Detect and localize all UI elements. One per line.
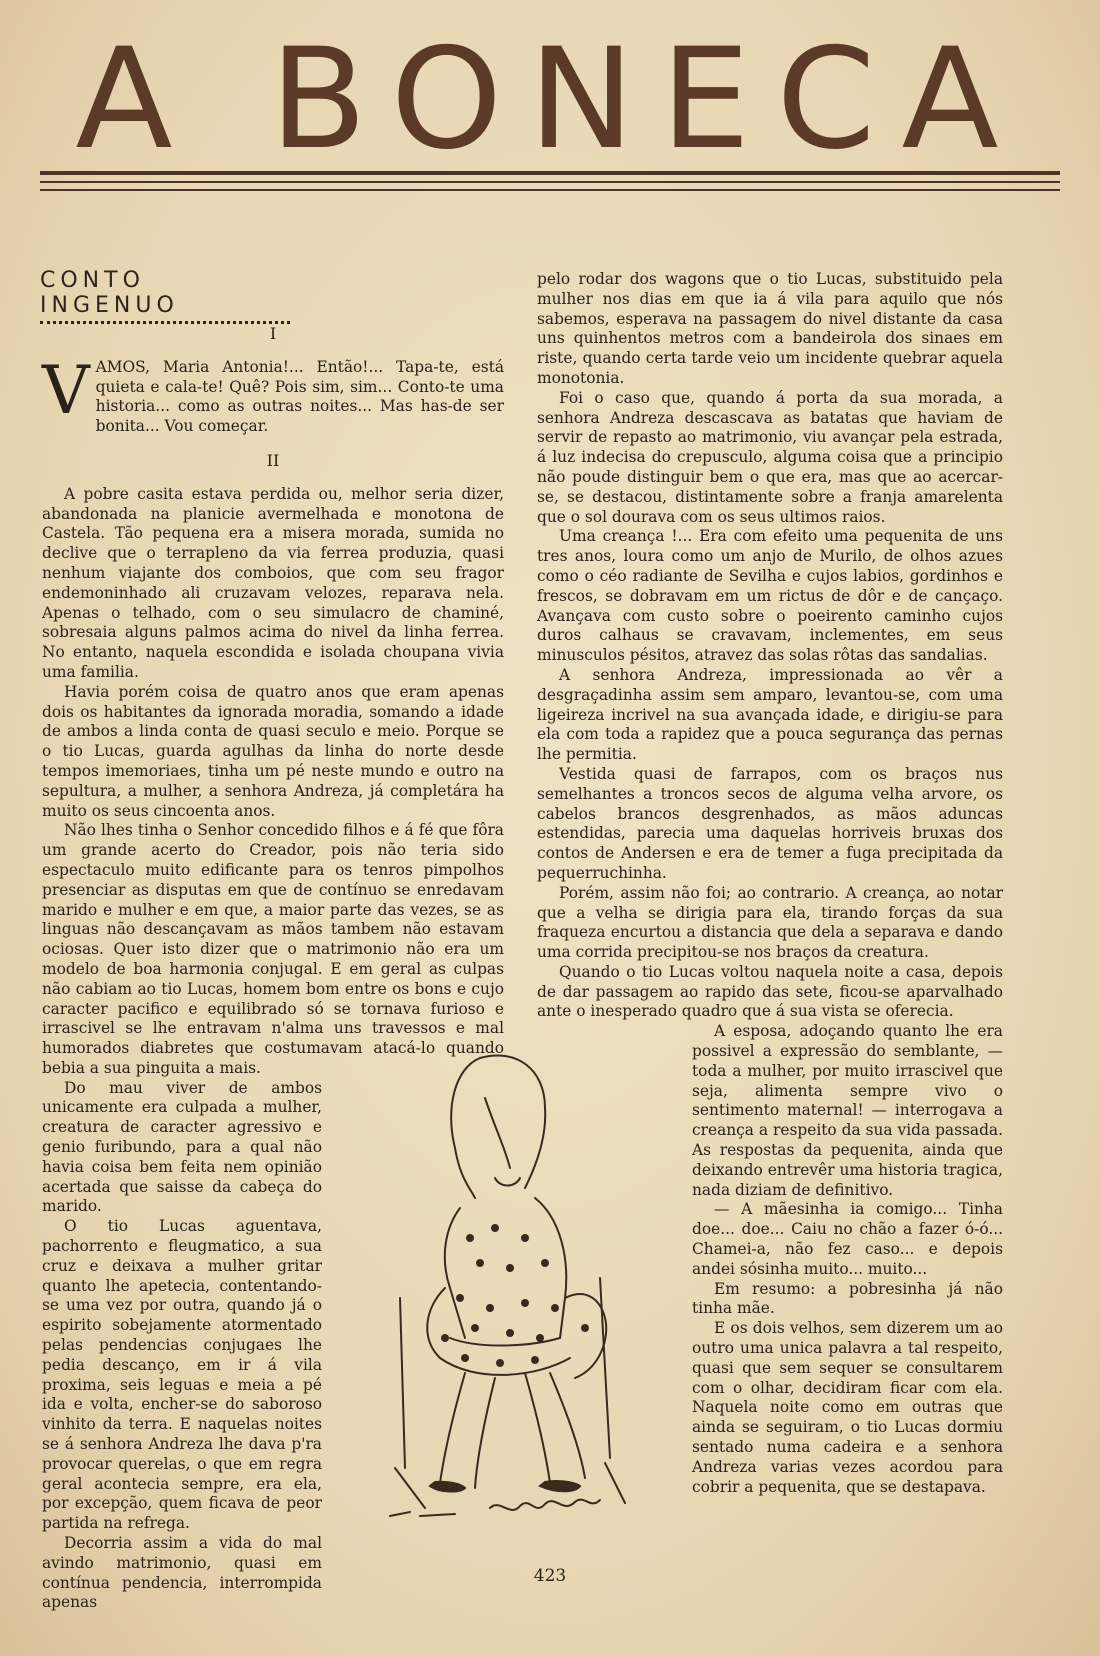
paragraph: A esposa, adoçando quanto lhe era possivel a expressão do semblante, — toda a mulher, por muito irrascivel que seja, alimenta sempre vivo o sentimento maternal! — interrogava a creança a respeito da sua vida passada. As respostas da pequenita, ainda que deixando entrevêr uma historia tragica, nada diziam de definitivo.: [692, 1022, 1003, 1199]
section-numeral-one: I: [269, 324, 277, 343]
right-narrow-block: [692, 1022, 1003, 1497]
seated-girl-drawing-icon: [385, 1038, 650, 1523]
paragraph: Em resumo: a pobresinha já não tinha mãe.: [692, 1279, 1003, 1318]
paragraph: E os dois velhos, sem dizerem um ao outro uma unica palavra a tal respeito, quasi que sem sequer se consultarem com o olhar, decidiram ficar com ela. Naquela noite como em outras que ainda se seguiram, o tio Lucas dormiu sentado numa cadeira e a senhora Andreza varias vezes acordou para cobrir a pequenita, que se destapava.: [692, 1319, 1003, 1496]
story-title: A BONECA: [75, 18, 1025, 181]
paragraph: Não lhes tinha o Senhor concedido filhos e á fé que fôra um grande acerto do Creador, pois não teria sido espectaculo muito edificante para os tenros pimpolhos presenciar as disputas em que de contínuo se enredavam marido e mulher e em que, a maior parte das vezes, se as linguas não descançavam as mãos tambem não estavam ociosas. Quer isto dizer que o matrimonio não era um modelo de boa harmonia conjugal. E em geral as culpas não cabiam ao tio Lucas, homem bom entre os bons e cujo caracter pacifico e equilibrado só se tornava furioso e irrascivel se lhe entravam n'alma uns travessos e mal humorados diabretes que costumavam atacá-lo quando bebia a sua pinguita a mais.: [42, 821, 504, 1077]
paragraph: Uma creança !... Era com efeito uma pequenita de uns tres anos, loura como um anjo de Murilo, de olhos azues como o céo radiante de Sevilha e cujos labios, gordinhos e frescos, se dobravam em um rictus de dôr e de cançaço. Avançava com custo sobre o poeirento caminho cujos duros calhaus se cravavam, inclementes, em seus minusculos pésitos, atravez das solas rôtas das sandalias.: [537, 527, 1003, 665]
paragraph: pelo rodar dos wagons que o tio Lucas, substituido pela mulher nos dias em que ia á vila para aquilo que nós sabemos, esperava na passagem do nivel distante da casa uns quinhentos metros com a bandeirola dos sinaes em riste, quando certa tarde veio um incidente quebrar aquela monotonia.: [537, 270, 1003, 387]
paragraph: O tio Lucas aguentava, pachorrento e fleugmatico, a sua cruz e deixava a mulher gritar quanto lhe apetecia, contentando-se uma vez por outra, quando já o espirito sobejamente atormentado pelas pendencias conjugaes lhe pedia descanço, em ir á vila proxima, seis leguas e meia a pé ida e volta, encher-se do saboroso vinhito da terra. E naquelas noites se á senhora Andreza lhe dava p'ra provocar querelas, o que em regra geral acontecia sempre, era ela, por excepção, quem ficava de peor partida na refrega.: [42, 1217, 322, 1533]
paragraph: Porém, assim não foi; ao contrario. A creança, ao notar que a velha se dirigia para ela, tirando forças da sua fraqueza encurtou a distancia que dela a separava e dando uma corrida precipitou-se nos braços da creatura.: [537, 883, 1003, 962]
paragraph: Foi o caso que, quando á porta da sua morada, a senhora Andreza descascava as batatas que haviam de servir de repasto ao matrimonio, viu avançar pela estrada, á luz indecisa do crepusculo, alguma coisa que a principio não poude distinguir bem o que era, mas que ao acercar-se, se destacou, distintamente sobre a franja amarelenta que o sol dourava com os seus ultimos raios.: [537, 388, 1003, 526]
page-number: 423: [533, 1566, 567, 1586]
story-subtitle: CONTO INGENUO: [40, 268, 290, 324]
title-rules: [40, 165, 1060, 199]
drop-cap: V: [42, 351, 90, 429]
paragraph: A pobre casita estava perdida ou, melhor seria dizer, abandonada na planicie avermelhada e monotona de Castela. Tão pequena era a misera morada, sumida no declive que o terrapleno da via ferrea produzia, quasi nenhum viajante dos comboios, que com seu fragor endemoninhado ali cruzavam velozes, reparava nela. Apenas o telhado, com o seu simulacro de chaminé, sobresaia alguns palmos acima do nivel da linha ferrea. No entanto, naquela escondida e isolada choupana vivia uma familia.: [42, 484, 504, 681]
paragraph: Havia porém coisa de quatro anos que eram apenas dois os habitantes da ignorada moradia, somando a idade de ambos a linda conta de quasi seculo e meio. Porque se o tio Lucas, guarda agulhas da linha do norte desde tempos imemoriaes, tinha um pé neste mundo e outro na sepultura, a mulher, a senhora Andreza, já completára ha muito os seus cincoenta anos.: [42, 682, 504, 820]
opening-paragraph: [42, 351, 504, 437]
paragraph: Do mau viver de ambos unicamente era culpada a mulher, creatura de caracter agressivo e genio furibundo, para a qual não havia coisa bem feita nem opinião acertada que saisse da cabeça do marido.: [42, 1078, 322, 1216]
paragraph: — A mãesinha ia comigo... Tinha doe... doe... Caiu no chão a fazer ó-ó... Chamei-a, não fez caso... e depois andei sósinha muito... muito...: [692, 1200, 1003, 1278]
paragraph: A senhora Andreza, impressionada ao vêr a desgraçadinha assim sem amparo, levantou-se, com uma ligeireza incrivel na sua avançada idade, e dirigiu-se para ela com toda a rapidez que a pouca segurança das pernas lhe permitia.: [537, 665, 1003, 764]
paragraph: Decorria assim a vida do mal avindo matrimonio, quasi em contínua pendencia, interrompida apenas: [42, 1534, 322, 1612]
paragraph: Quando o tio Lucas voltou naquela noite a casa, depois de dar passagem ao rapido das sete, ficou-se aparvalhado ante o inesperado quadro que á sua vista se oferecia.: [537, 962, 1003, 1021]
section-numeral-two: II: [266, 450, 280, 470]
paragraph: Vestida quasi de farrapos, com os braços nus semelhantes a troncos secos de alguma velha arvore, os cabelos brancos desgrenhados, as mãos aduncas estendidas, parecia uma daquelas horriveis bruxas dos contos de Andersen e era de temer a fuga precipitada da pequerruchinha.: [537, 764, 1003, 882]
opening-text: AMOS, Maria Antonia!... Então!... Tapa-te, está quieta e cala-te! Quê? Pois sim, sim... Conto-te uma historia... como as outras noites... Mas has-de ser bonita... Vou começar.: [95, 357, 504, 436]
left-narrow-block: [42, 1079, 322, 1614]
